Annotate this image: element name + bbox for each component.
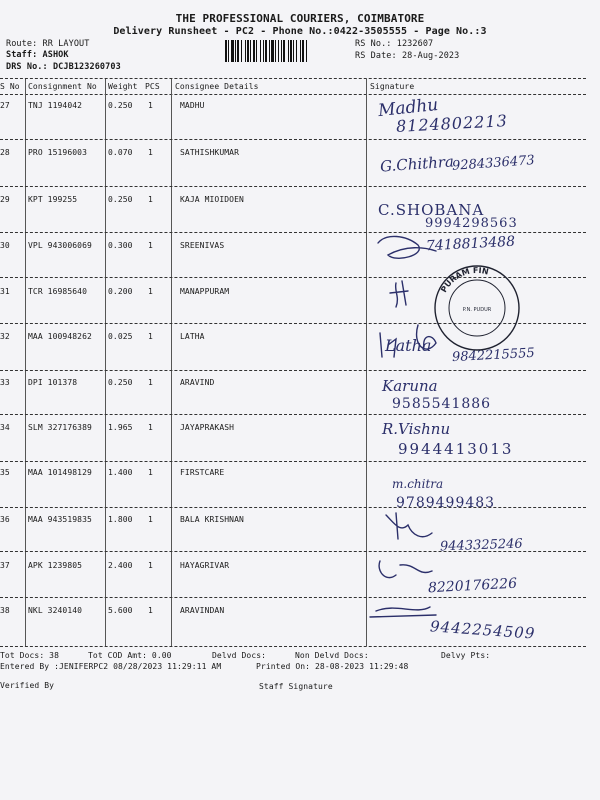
barcode-bar — [300, 40, 301, 62]
signature-phone: 7418813488 — [425, 233, 516, 255]
cell-sno: 30 — [0, 241, 10, 250]
cell-consignee: MANAPPURAM — [180, 287, 230, 296]
signature-phone: 8220176226 — [427, 575, 518, 597]
delivered-docs: Delvd Docs: — [212, 651, 267, 660]
col-consignment: Consignment No — [28, 82, 97, 91]
barcode-bar — [256, 40, 257, 62]
runsheet-subtitle: Delivery Runsheet - PC2 - Phone No.:0422-3505555 - Page No.:3 — [113, 26, 487, 37]
barcode-bar — [269, 40, 270, 62]
cell-consignee: JAYAPRAKASH — [180, 423, 235, 432]
cell-consignee: LATHA — [180, 332, 205, 341]
cell-consignee: HAYAGRIVAR — [180, 561, 230, 570]
barcode-bar — [265, 40, 267, 62]
cell-sno: 33 — [0, 378, 10, 387]
barcode-bar — [296, 40, 297, 62]
stamp-outer-text: PURAM FIN — [439, 265, 490, 295]
cell-weight: 1.965 — [108, 423, 133, 432]
signature-name: R.Vishnu — [382, 420, 451, 438]
signature-name: G.Chithra — [379, 152, 455, 176]
cell-weight: 0.250 — [108, 195, 133, 204]
barcode-image — [225, 40, 345, 62]
cell-pcs: 1 — [148, 468, 153, 477]
cell-weight: 0.250 — [108, 101, 133, 110]
header-top-rule — [0, 78, 586, 79]
barcode-bar — [263, 40, 264, 62]
signature-name: Madhu — [377, 94, 440, 122]
rs-date: RS Date: 28-Aug-2023 — [355, 51, 460, 61]
barcode-bar — [231, 40, 234, 62]
total-docs: Tot Docs: 38 — [0, 651, 59, 660]
cell-pcs: 1 — [148, 241, 153, 250]
cell-consignee: FIRSTCARE — [180, 468, 225, 477]
cell-consignment: PRO 15196003 — [28, 148, 87, 157]
cell-consignment: NKL 3240140 — [28, 606, 83, 615]
barcode-bar — [253, 40, 255, 62]
cell-consignment: MAA 101498129 — [28, 468, 92, 477]
cell-consignee: KAJA MIOIDOEN — [180, 195, 244, 204]
cell-weight: 1.800 — [108, 515, 133, 524]
barcode-bar — [250, 40, 251, 62]
barcode-bar — [306, 40, 307, 62]
cell-sno: 36 — [0, 515, 10, 524]
cell-weight: 2.400 — [108, 561, 133, 570]
barcode-bar — [235, 40, 236, 62]
signature-name: Karuna — [382, 377, 438, 395]
delivery-points: Delvy Pts: — [441, 651, 491, 660]
cell-consignment: DPI 101378 — [28, 378, 78, 387]
cell-weight: 0.200 — [108, 287, 133, 296]
verified-by: Verified By — [0, 681, 55, 690]
cell-sno: 29 — [0, 195, 10, 204]
signature-name: C.SHOBANA — [378, 201, 485, 219]
cell-consignee: SREENIVAS — [180, 241, 225, 250]
col-weight: Weight — [108, 82, 138, 91]
route-label: Route: RR LAYOUT — [6, 39, 90, 49]
barcode-bar — [275, 40, 276, 62]
cell-sno: 34 — [0, 423, 10, 432]
signature-phone: 9789499483 — [396, 495, 496, 511]
cell-pcs: 1 — [148, 606, 153, 615]
col-consignee: Consignee Details — [175, 82, 259, 91]
cell-consignment: MAA 943519835 — [28, 515, 92, 524]
barcode-bar — [281, 40, 282, 62]
cell-consignment: KPT 199255 — [28, 195, 78, 204]
cell-pcs: 1 — [148, 332, 153, 341]
cell-pcs: 1 — [148, 378, 153, 387]
cell-sno: 37 — [0, 561, 10, 570]
cell-consignee: BALA KRISHNAN — [180, 515, 244, 524]
cell-pcs: 1 — [148, 515, 153, 524]
barcode-bar — [283, 40, 285, 62]
barcode-bar — [260, 40, 261, 62]
company-title: THE PROFESSIONAL COURIERS, COIMBATORE — [175, 12, 425, 25]
signature-phone: 9284336473 — [451, 153, 536, 174]
col-signature: Signature — [370, 82, 415, 91]
cell-pcs: 1 — [148, 287, 153, 296]
cell-weight: 1.400 — [108, 468, 133, 477]
company-stamp — [432, 263, 522, 353]
barcode-bar — [241, 40, 242, 62]
printed-on: Printed On: 28-08-2023 11:29:48 — [256, 662, 409, 671]
cell-weight: 0.300 — [108, 241, 133, 250]
signature-strokes — [366, 95, 596, 645]
rs-number: RS No.: 1232607 — [355, 39, 434, 49]
cell-consignment: VPL 943006069 — [28, 241, 92, 250]
barcode-bar — [293, 40, 294, 62]
cell-sno: 38 — [0, 606, 10, 615]
barcode-bar — [271, 40, 274, 62]
entered-by: Entered By :JENIFERPC2 08/28/2023 11:29:11 AM — [0, 662, 222, 671]
cell-consignment: APK 1239805 — [28, 561, 83, 570]
signature-phone: 9443325246 — [439, 536, 523, 555]
signature-phone: 9585541886 — [392, 396, 492, 412]
non-delivered-docs: Non Delvd Docs: — [295, 651, 369, 660]
signature-phone: 8124802213 — [395, 111, 509, 136]
col-sno: S No — [0, 82, 20, 91]
cell-consignment: TCR 16985640 — [28, 287, 87, 296]
signature-name: Latha — [385, 336, 432, 355]
signature-name: m.chitra — [392, 477, 444, 491]
cell-consignee: SATHISHKUMAR — [180, 148, 239, 157]
cell-sno: 27 — [0, 101, 10, 110]
signature-phone: 9442254509 — [429, 617, 536, 643]
barcode-bar — [225, 40, 227, 62]
col-pcs: PCS — [145, 82, 160, 91]
barcode-bar — [228, 40, 229, 62]
barcode-bar — [302, 40, 304, 62]
cell-consignee: MADHU — [180, 101, 205, 110]
cell-consignee: ARAVIND — [180, 378, 215, 387]
barcode-bar — [290, 40, 292, 62]
cell-weight: 0.025 — [108, 332, 133, 341]
cell-sno: 31 — [0, 287, 10, 296]
cell-weight: 0.250 — [108, 378, 133, 387]
cell-consignment: SLM 327176389 — [28, 423, 92, 432]
staff-signature: Staff Signature — [259, 682, 333, 691]
cell-weight: 0.070 — [108, 148, 133, 157]
signature-phone: 9944413013 — [398, 440, 514, 458]
cell-pcs: 1 — [148, 101, 153, 110]
column-divider — [25, 79, 26, 646]
column-divider — [105, 79, 106, 646]
cell-sno: 32 — [0, 332, 10, 341]
table-bottom-rule — [0, 646, 586, 647]
cell-consignment: MAA 100948262 — [28, 332, 92, 341]
cell-consignment: TNJ 1194042 — [28, 101, 83, 110]
column-divider — [171, 79, 172, 646]
cell-sno: 28 — [0, 148, 10, 157]
cell-pcs: 1 — [148, 195, 153, 204]
cell-consignee: ARAVINDAN — [180, 606, 225, 615]
barcode-bar — [278, 40, 279, 62]
cell-pcs: 1 — [148, 148, 153, 157]
cell-weight: 5.600 — [108, 606, 133, 615]
barcode-bar — [288, 40, 289, 62]
drs-number: DRS No.: DCJB123260703 — [6, 62, 121, 72]
barcode-bar — [237, 40, 239, 62]
cell-pcs: 1 — [148, 423, 153, 432]
stamp-inner-text: P.N. PUDUR — [462, 307, 492, 313]
barcode-bar — [247, 40, 249, 62]
total-cod: Tot COD Amt: 0.00 — [88, 651, 172, 660]
signature-phone: 9994298563 — [425, 216, 518, 231]
cell-sno: 35 — [0, 468, 10, 477]
signature-phone: 9842215555 — [451, 345, 536, 366]
barcode-bar — [245, 40, 246, 62]
staff-label: Staff: ASHOK — [6, 50, 69, 60]
cell-pcs: 1 — [148, 561, 153, 570]
